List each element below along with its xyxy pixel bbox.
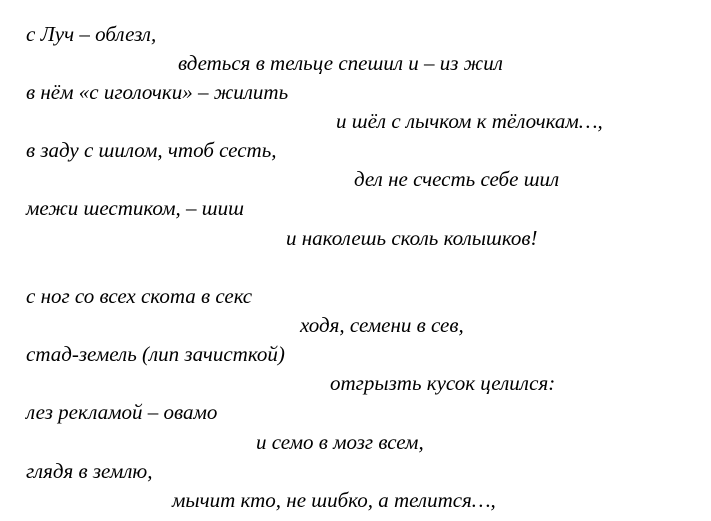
poem-line: в заду с шилом, чтоб сесть, — [26, 138, 277, 162]
poem-line: с ног со всех скота в секс — [26, 284, 253, 308]
poem-line: и семо в мозг всем, — [256, 430, 424, 454]
poem-line: стад-земель (лип зачисткой) — [26, 342, 285, 366]
poem-line: и шёл с лычком к тёлочкам…, — [336, 109, 603, 133]
poem-line: лез рекламой – овамо — [26, 400, 218, 424]
poem-line: с Луч – облезл, — [26, 22, 157, 46]
poem-line: в нём «с иголочки» – жилить — [26, 80, 289, 104]
poem-line: вдеться в тельце спешил и – из жил — [178, 51, 503, 75]
poem-line: глядя в землю, — [26, 459, 153, 483]
poem-line: мычит кто, не шибко, а телится…, — [172, 488, 496, 512]
poem-line: ходя, семени в сев, — [300, 313, 464, 337]
poem-line: межи шестиком, – шиш — [26, 196, 244, 220]
poem-line: и наколешь сколь колышков! — [286, 226, 538, 250]
poem-line: отгрызть кусок целился: — [330, 371, 556, 395]
poem-line: дел не счесть себе шил — [354, 167, 560, 191]
